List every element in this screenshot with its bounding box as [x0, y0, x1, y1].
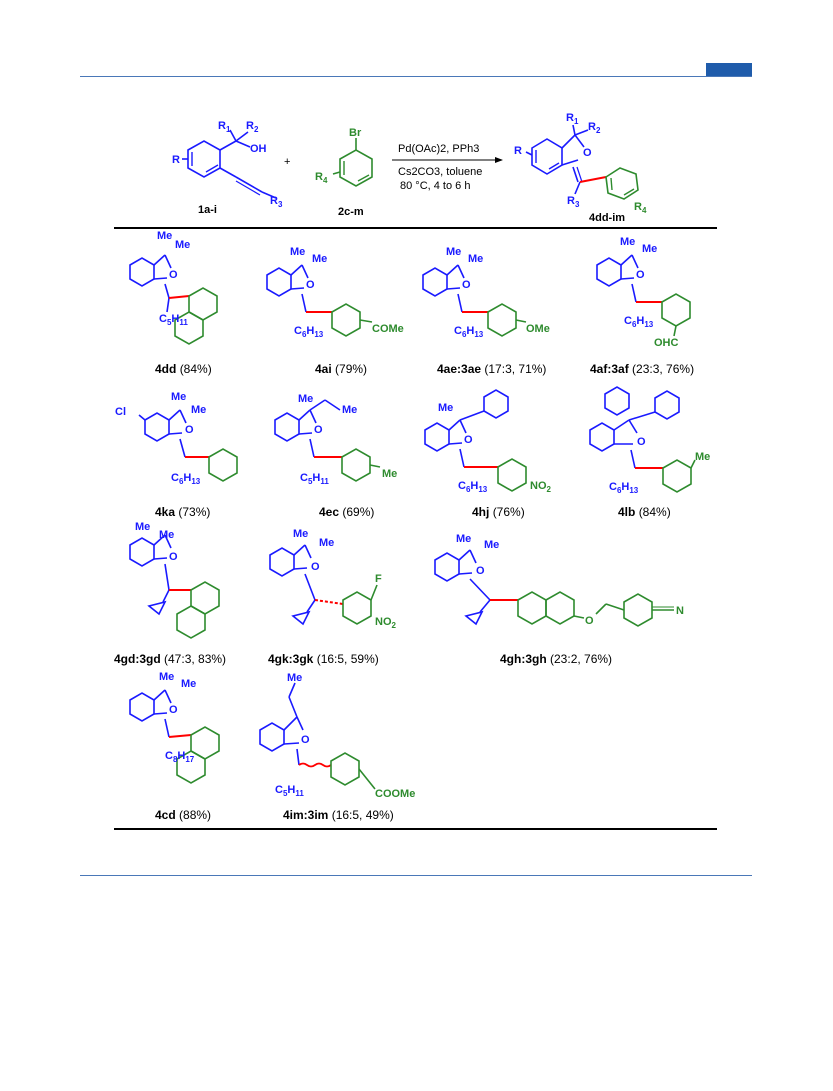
- svg-text:Me: Me: [175, 239, 191, 251]
- svg-text:Me: Me: [484, 539, 500, 551]
- structure-4ae: [423, 246, 550, 339]
- svg-text:O: O: [169, 551, 178, 563]
- svg-text:Me: Me: [287, 672, 303, 684]
- label-4hj: 4hj (76%): [472, 505, 525, 519]
- structure-4dd: [130, 230, 217, 344]
- reactant-1-structure: [172, 120, 283, 209]
- svg-text:Me: Me: [382, 468, 398, 480]
- svg-text:Me: Me: [468, 253, 484, 265]
- structure-4im: [260, 672, 415, 800]
- conditions-line-3: 80 °C, 4 to 6 h: [400, 180, 471, 192]
- label-4dd: 4dd (84%): [155, 362, 212, 376]
- svg-text:R: R: [172, 154, 180, 166]
- svg-text:NO2: $NO_2$: [530, 480, 551, 494]
- label-4gk: 4gk:3gk (16:5, 59%): [268, 652, 379, 666]
- structure-4ai: [267, 246, 404, 339]
- reactant-2-label: 2c-m: [338, 206, 364, 218]
- structure-4ka: [115, 391, 237, 486]
- svg-text:O: O: [185, 424, 194, 436]
- svg-text:C6H13: $C_6H_{13}$: [294, 325, 324, 339]
- structure-4cd: [130, 671, 219, 783]
- svg-text:C6H13: $C_6H_{13}$: [454, 325, 484, 339]
- svg-text:Me: Me: [171, 391, 187, 403]
- svg-text:Me: Me: [456, 533, 472, 545]
- svg-text:O: O: [169, 704, 178, 716]
- svg-text:O: O: [585, 615, 594, 627]
- svg-text:R2: $R_2$: [588, 121, 601, 135]
- svg-text:F: F: [375, 573, 382, 585]
- svg-text:C6H13: $C_6H_{13}$: [458, 480, 488, 494]
- svg-text:Br: Br: [349, 127, 362, 139]
- structure-4lb: [590, 387, 710, 495]
- svg-text:R1: $R_1$: [218, 120, 231, 134]
- svg-text:C6H13: $C_6H_{13}$: [624, 315, 654, 329]
- svg-text:C5H11: $C_5H_{11}$: [275, 784, 304, 798]
- structure-4gd: [130, 521, 219, 638]
- label-4lb: 4lb (84%): [618, 505, 671, 519]
- structure-4ec: [275, 393, 397, 486]
- svg-text:OH: OH: [250, 143, 267, 155]
- svg-text:OMe: OMe: [526, 323, 550, 335]
- svg-text:C6H13: $C_6H_{13}$: [609, 481, 639, 495]
- svg-text:O: O: [636, 269, 645, 281]
- svg-text:O: O: [306, 279, 315, 291]
- svg-text:R1: $R_1$: [566, 112, 579, 126]
- product-label: 4dd-im: [589, 212, 626, 224]
- svg-text:Me: Me: [191, 404, 207, 416]
- reactant-1-label: 1a-i: [198, 204, 217, 216]
- svg-text:O: O: [583, 147, 592, 159]
- svg-text:O: O: [169, 269, 178, 281]
- structure-4hj: [425, 390, 552, 494]
- svg-text:Me: Me: [298, 393, 314, 405]
- svg-text:R4: $R_4$: [634, 201, 647, 215]
- svg-text:C5H11: $C_5H_{11}$: [300, 472, 329, 486]
- label-4gd: 4gd:3gd (47:3, 83%): [114, 652, 227, 666]
- reactant-2-structure: [315, 127, 372, 186]
- svg-text:R4: $R_4$: [315, 171, 328, 185]
- svg-text:Me: Me: [159, 671, 175, 683]
- svg-text:COOMe: COOMe: [375, 788, 416, 800]
- svg-text:C6H13: $C_6H_{13}$: [171, 472, 201, 486]
- label-4gh: 4gh:3gh (23:2, 76%): [500, 652, 613, 666]
- structure-4af: [597, 236, 690, 349]
- label-4ai: 4ai (79%): [315, 362, 368, 376]
- svg-text:Me: Me: [446, 246, 462, 258]
- structure-4gh: [435, 533, 684, 627]
- svg-text:R3: $R_3$: [567, 195, 580, 209]
- svg-text:Me: Me: [620, 236, 636, 248]
- label-4ae: 4ae:3ae (17:3, 71%): [437, 362, 547, 376]
- svg-text:O: O: [462, 279, 471, 291]
- svg-text:O: O: [637, 436, 646, 448]
- conditions-line-2: Cs2CO3, toluene: [398, 166, 483, 178]
- svg-text:R3: $R_3$: [270, 195, 283, 209]
- label-4ec: 4ec (69%): [319, 505, 375, 519]
- conditions-line-1: Pd(OAc)2, PPh3: [398, 143, 480, 155]
- svg-text:O: O: [311, 561, 320, 573]
- svg-text:Me: Me: [135, 521, 151, 533]
- svg-text:Me: Me: [290, 246, 306, 258]
- svg-text:O: O: [314, 424, 323, 436]
- svg-text:O: O: [476, 565, 485, 577]
- svg-text:O: O: [301, 734, 310, 746]
- svg-text:N: N: [676, 605, 684, 617]
- svg-text:R: R: [514, 145, 522, 157]
- label-4cd: 4cd (88%): [155, 808, 212, 822]
- svg-text:Cl: Cl: [115, 406, 126, 418]
- svg-text:C8H17: $C_8H_{17}$: [165, 750, 195, 764]
- svg-text:Me: Me: [159, 529, 175, 541]
- svg-text:OHC: OHC: [654, 337, 679, 349]
- svg-text:Me: Me: [157, 230, 173, 242]
- product-general-structure: [514, 112, 647, 215]
- svg-text:Me: Me: [438, 402, 454, 414]
- label-4af: 4af:3af (23:3, 76%): [590, 362, 695, 376]
- svg-text:Me: Me: [181, 678, 197, 690]
- label-4ka: 4ka (73%): [155, 505, 211, 519]
- svg-text:Me: Me: [342, 404, 358, 416]
- svg-text:C5H11: $C_5H_{11}$: [159, 313, 188, 327]
- svg-text:O: O: [464, 434, 473, 446]
- svg-text:Me: Me: [319, 537, 335, 549]
- svg-text:Me: Me: [312, 253, 328, 265]
- svg-text:R2: $R_2$: [246, 120, 259, 134]
- svg-text:NO2: $NO_2$: [375, 616, 396, 630]
- svg-text:COMe: COMe: [372, 323, 404, 335]
- svg-text:Me: Me: [695, 451, 711, 463]
- plus-sign: +: [284, 156, 291, 168]
- svg-text:Me: Me: [293, 528, 309, 540]
- label-4im: 4im:3im (16:5, 49%): [283, 808, 394, 822]
- structure-4gk: [270, 528, 397, 630]
- svg-text:Me: Me: [642, 243, 658, 255]
